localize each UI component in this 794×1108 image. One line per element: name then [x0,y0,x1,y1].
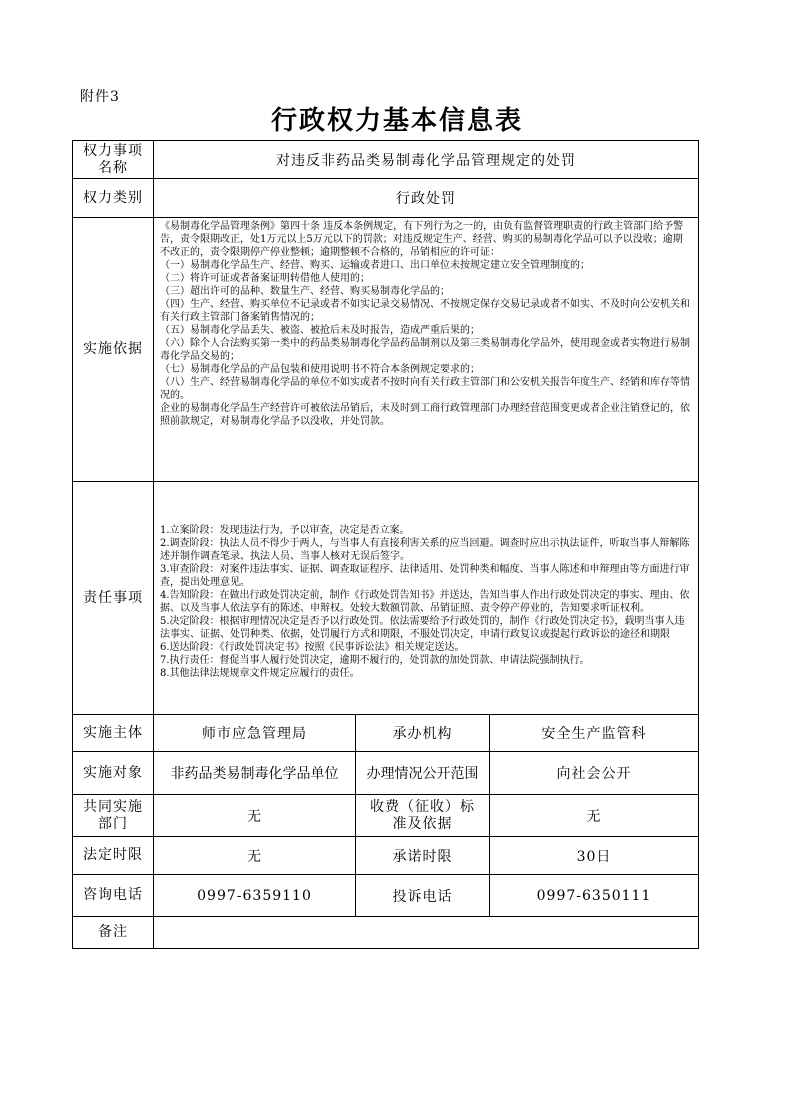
responsibility-line: 5.决定阶段：根据审理情况决定是否予以行政处罚。依法需要给予行政处罚的，制作《行政处罚决定书》，载明当事人违法事实、证据、处罚种类、依据，处罚履行方式和期限，不服处罚决定，申请行政复议或提起行政诉讼的途径和期限 [160,616,685,640]
joint-dept-label: 共同实施部门 [73,795,154,837]
target-label: 实施对象 [73,752,154,795]
subject-value: 师市应急管理局 [154,715,356,752]
responsibility-line: 6.送达阶段：《行政处罚决定书》按照《民事诉讼法》相关规定送达。 [160,642,465,653]
consult-phone-value: 0997-6359110 [154,875,356,917]
attachment-label: 附件3 [80,89,120,105]
handling-org-label: 承办机构 [356,715,490,752]
power-type-value: 行政处罚 [154,179,699,218]
row-phone [73,875,699,917]
basis-line: （八）生产、经营易制毒化学品的单位不如实或者不按时向有关行政主管部门和公安机关报告年度生产、经销和库存等情况的。 [160,377,690,401]
disclosure-scope-value: 向社会公开 [490,752,699,795]
complaint-phone-value: 0997-6350111 [490,875,699,917]
row-responsibility [73,482,699,715]
row-joint [73,795,699,837]
row-power-item [73,141,699,179]
responsibility-line: 8.其他法律法规规章文件规定应履行的责任。 [160,668,360,679]
complaint-phone-label: 投诉电话 [356,875,490,917]
joint-dept-value: 无 [154,795,356,837]
basis-line: 企业的易制毒化学品生产经营许可被依法吊销后，未及时到工商行政管理部门办理经营范围变更或者企业注销登记的，依照前款规定，对易制毒化学品予以没收，并处罚款。 [160,403,690,427]
responsibility-line: 1.立案阶段：发现违法行为，予以审查，决定是否立案。 [160,525,410,536]
promised-time-limit-label: 承诺时限 [356,837,490,875]
legal-time-limit-value: 无 [154,837,356,875]
power-item-label: 权力事项名称 [73,141,154,179]
row-target [73,752,699,795]
row-remark [73,917,699,949]
remark-value [154,917,699,949]
disclosure-scope-label: 办理情况公开范围 [356,752,490,795]
subject-label: 实施主体 [73,715,154,752]
responsibility-line: 7.执行责任：督促当事人履行处罚决定，逾期不履行的，处罚款的加处罚款、申请法院强制执行。 [160,655,590,666]
handling-org-value: 安全生产监管科 [490,715,699,752]
power-item-value: 对违反非药品类易制毒化学品管理规定的处罚 [154,141,699,179]
row-power-type [73,179,699,218]
row-basis [73,218,699,482]
basis-line: （七）易制毒化学品的产品包装和使用说明书不符合本条例规定要求的； [160,364,480,375]
basis-line: （一）易制毒化学品生产、经营、购买、运输或者进口、出口单位未按规定建立安全管理制度的； [160,260,590,271]
basis-line: （五）易制毒化学品丢失、被盗、被抢后未及时报告，造成严重后果的； [160,325,480,336]
info-table [72,140,699,949]
row-time-limit [73,837,699,875]
promised-time-limit-value: 30日 [490,837,699,875]
basis-line: （六）除个人合法购买第一类中的药品类易制毒化学品药品制剂以及第三类易制毒化学品外，使用现金或者实物进行易制毒化学品交易的； [160,338,690,362]
fee-standard-label: 收费（征收）标准及依据 [356,795,490,837]
responsibility-text [154,482,699,715]
responsibility-label: 责任事项 [73,482,154,715]
responsibility-line: 2.调查阶段：执法人员不得少于两人，与当事人有直接利害关系的应当回避。调查时应出示执法证件，听取当事人辩解陈述并制作调查笔录、执法人员、当事人核对无误后签字。 [160,538,690,562]
power-type-label: 权力类别 [73,179,154,218]
page-title: 行政权力基本信息表 [270,106,523,136]
fee-standard-value: 无 [490,795,699,837]
row-subject [73,715,699,752]
basis-line: （三）超出许可的品种、数量生产、经营、购买易制毒化学品的； [160,286,450,297]
basis-line: 《易制毒化学品管理条例》第四十条 违反本条例规定，有下列行为之一的，由负有监督管理职责的行政主管部门给予警告，责令限期改正，处1万元以上5万元以下的罚款；对违反规定生产、经营、购买的易制毒化学品可以予以没收；逾期不改正的，责令限期停产停业整顿；逾期整顿不合格的，吊销相应的许可证： [160,221,684,258]
basis-line: （四）生产、经营、购买单位不记录或者不如实记录交易情况、不按规定保存交易记录或者不如实、不及时向公安机关和有关行政主管部门备案销售情况的； [160,299,690,323]
responsibility-line: 3.审查阶段：对案件违法事实、证据、调查取证程序、法律适用、处罚种类和幅度、当事人陈述和申辩理由等方面进行审查，提出处理意见。 [160,564,690,588]
consult-phone-label: 咨询电话 [73,875,154,917]
responsibility-line: 4.告知阶段：在做出行政处罚决定前，制作《行政处罚告知书》并送达，告知当事人作出行政处罚决定的事实、理由、依据、以及当事人依法享有的陈述、申辩权。处较大数额罚款、吊销证照、责令停产停业的，告知要求听证权利。 [160,590,690,614]
remark-label: 备注 [73,917,154,949]
basis-text [154,218,699,482]
basis-line: （二）将许可证或者备案证明转借他人使用的； [160,273,370,284]
basis-label: 实施依据 [73,218,154,482]
legal-time-limit-label: 法定时限 [73,837,154,875]
target-value: 非药品类易制毒化学品单位 [154,752,356,795]
